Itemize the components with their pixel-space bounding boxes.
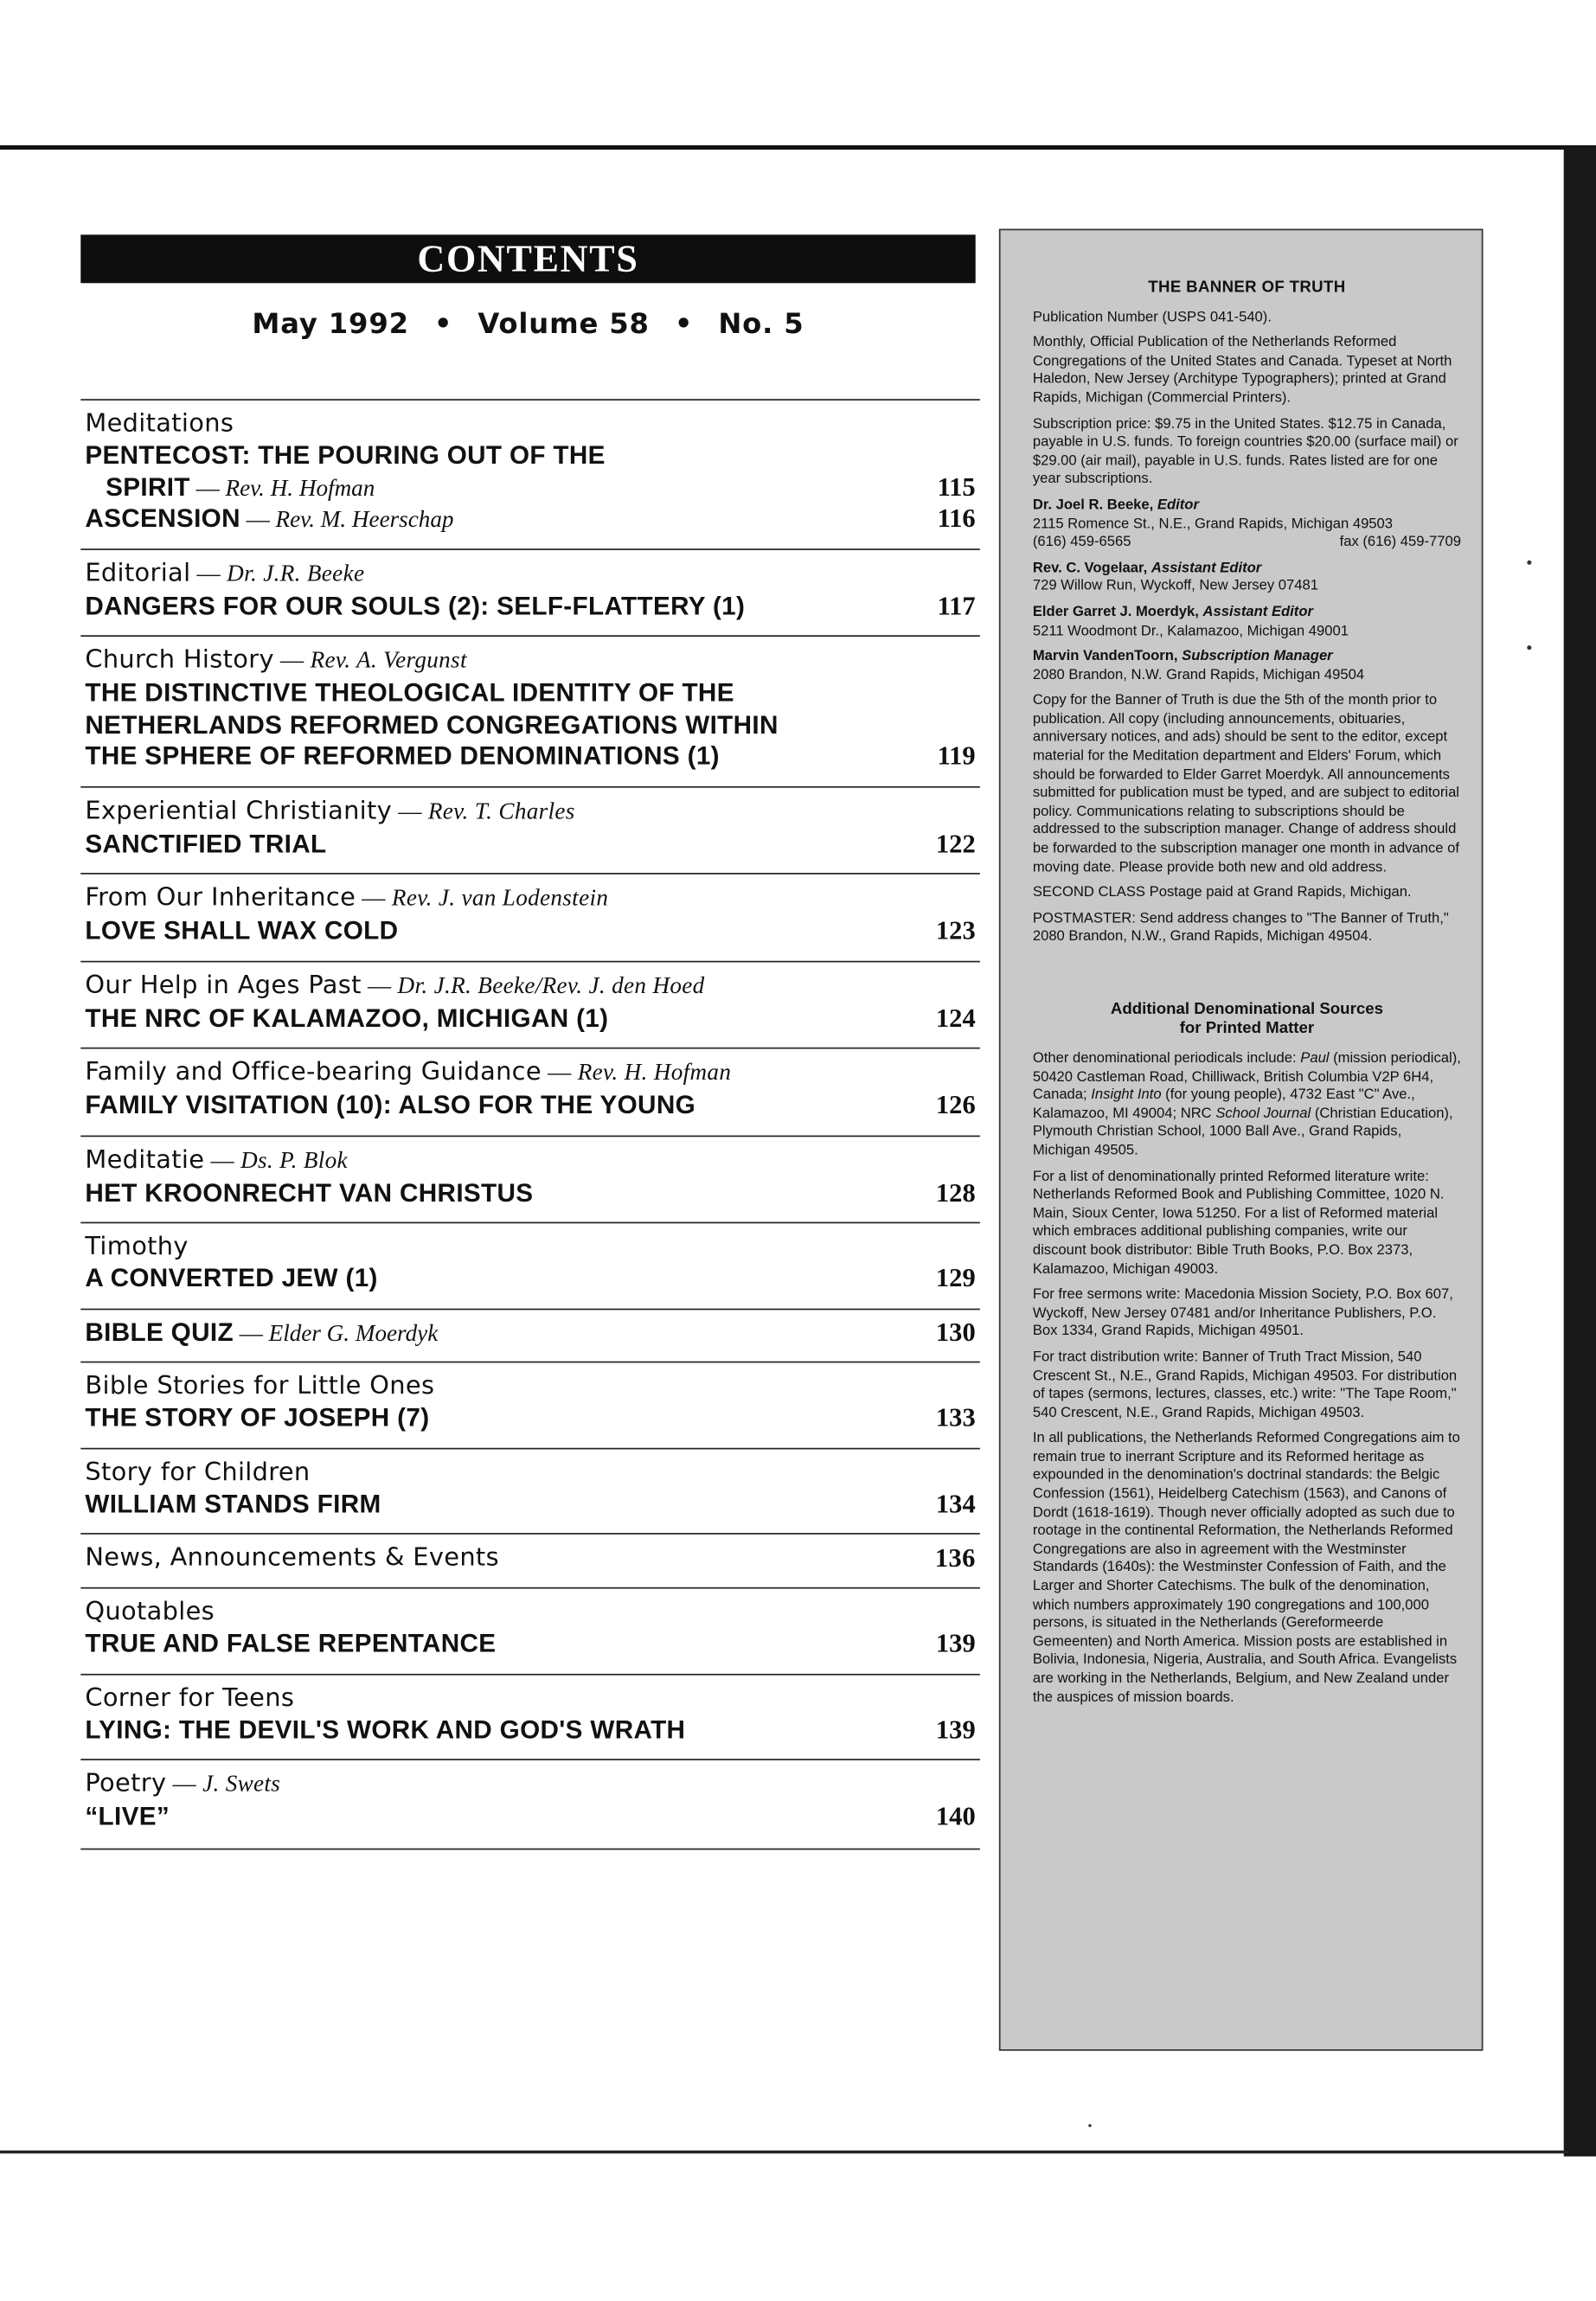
toc-title[interactable]: THE SPHERE OF REFORMED DENOMINATIONS (1) xyxy=(85,740,720,771)
toc-title[interactable]: “LIVE” xyxy=(85,1801,170,1831)
periodicals-info: Other denominational periodicals include: Paul (mission periodical), 50420 Castleman Road, Chilliwack, British Columbia V2P 6H4, Canada; Insight Into (for young people), 4732 East "C" Ave., Kalamazoo, MI 49004; NRC School Journal (Christian Education), Plymouth Christian School, 1000 Ball Ave., Grand Rapids, Michigan 49505. xyxy=(1032,1050,1461,1159)
toc-page-number: 126 xyxy=(935,1089,976,1119)
toc-entry-family-guidance: Family and Office-bearing Guidance — Rev. H. Hofman FAMILY VISITATION (10): ALSO FOR THE YOUNG 126 xyxy=(80,1048,980,1129)
toc-author: Rev. M. Heerschap xyxy=(275,507,454,533)
toc-title[interactable]: THE DISTINCTIVE THEOLOGICAL IDENTITY OF THE xyxy=(85,677,734,708)
toc-category: Our Help in Ages Past xyxy=(85,970,362,1000)
toc-category: Story for Children xyxy=(85,1457,311,1487)
toc-entry-bible-quiz: BIBLE QUIZ — Elder G. Moerdyk 130 xyxy=(80,1308,980,1356)
toc-page-number: 128 xyxy=(935,1176,976,1207)
bullet-separator: • xyxy=(433,308,453,341)
toc-author: J. Swets xyxy=(202,1772,281,1798)
toc-category: Experiential Christianity xyxy=(85,795,393,825)
toc-page-number: 139 xyxy=(935,1628,976,1658)
copy-notice: Copy for the Banner of Truth is due the 5th of the month prior to publication. All copy (including announcements, obituaries, anniversary notices, and ads) should be sent to the editor, except material for the Meditation department and Elders' Forum, which should be forwarded to Elder Garret Moerdyk. All announcements submitted for publication must be typed, and are subject to editorial policy. Communications relating to subscriptions should be addressed to the subscription manager. Change of address should be forwarded to the subscription manager one month in advance of moving date. Please provide both new and old address. xyxy=(1032,692,1460,875)
toc-title[interactable]: FAMILY VISITATION (10): ALSO FOR THE YOUNG xyxy=(85,1089,696,1119)
toc-category: From Our Inheritance xyxy=(85,882,356,913)
tracts-info: For tract distribution write: Banner of Truth Tract Mission, 540 Crescent St., N.E., Grand Rapids, Michigan 49503. For distribution of tapes (sermons, lectures, classes, etc.) write: "The Tape Room," 540 Crescent, N.E., Grand Rapids, Michigan 49503. xyxy=(1032,1349,1458,1421)
toc-author: Rev. T. Charles xyxy=(427,798,575,824)
toc-author: Rev. H. Hofman xyxy=(225,476,375,502)
toc-title[interactable]: PENTECOST: THE POURING OUT OF THE xyxy=(85,439,606,470)
literature-info: For a list of denominationally printed Reformed literature write: Netherlands Reformed Book and Publishing Committee, 1020 N. Main, Sioux Center, Iowa 51250. For a list of Reformed material which embraces additional publishing companies, write our discount book distributor: Bible Truth Books, P.O. Box 2373, Kalamazoo, Michigan 49003. xyxy=(1032,1168,1445,1278)
toc-category: Timothy xyxy=(85,1232,189,1262)
toc-entry-corner-for-teens xyxy=(80,1673,980,1753)
toc-page-number: 122 xyxy=(935,828,976,858)
toc-title[interactable]: THE NRC OF KALAMAZOO, MICHIGAN (1) xyxy=(85,1003,609,1032)
toc-category[interactable]: News, Announcements & Events xyxy=(85,1542,499,1573)
toc-entry-meditatie: Meditatie — Ds. P. Blok HET KROONRECHT VAN CHRISTUS 128 xyxy=(80,1135,980,1216)
toc-title[interactable]: DANGERS FOR OUR SOULS (2): SELF-FLATTERY (1) xyxy=(85,590,746,620)
masthead-text xyxy=(1033,279,1461,1715)
toc-entry-poetry: Poetry — J. Swets “LIVE” 140 xyxy=(80,1759,980,1849)
toc-page-number: 136 xyxy=(934,1542,976,1573)
scan-speck xyxy=(1527,561,1531,565)
toc-category: Church History xyxy=(85,645,274,676)
toc-entry-story-for-children xyxy=(80,1447,980,1527)
assistant-editor-contact: Rev. C. Vogelaar, Assistant Editor 729 Willow Run, Wyckoff, New Jersey 07481 xyxy=(1032,560,1318,595)
editor-contact: Dr. Joel R. Beeke, Editor 2115 Romence St., N.E., Grand Rapids, Michigan 49503 (616) 459-6565 fax (616) 459-7709 xyxy=(1032,497,1462,551)
postage-notice: SECOND CLASS Postage paid at Grand Rapids, Michigan. xyxy=(1032,884,1412,901)
publication-about: Monthly, Official Publication of the Netherlands Reformed Congregations of the United States and Canada. Typeset at North Haledon, New Jersey (Architype Typographers); printed at Grand Rapids, Michigan (Commercial Printers). xyxy=(1032,334,1452,407)
toc-entry-church-history: Church History — Rev. A. Vergunst THE DISTINCTIVE THEOLOGICAL IDENTITY OF THE NETHERLANDS REFORMED CONGREGATIONS WITHIN THE SPHERE OF REFORMED DENOMINATIONS (1) 119 xyxy=(80,635,980,779)
toc-page-number: 134 xyxy=(935,1488,976,1518)
contents-banner: CONTENTS xyxy=(80,234,975,283)
scan-border-top xyxy=(0,145,1596,150)
issue-line xyxy=(80,308,975,340)
issue-date: May 1992 xyxy=(252,308,409,341)
toc-category: Corner for Teens xyxy=(85,1682,295,1713)
toc-title[interactable]: SPIRIT xyxy=(106,471,190,502)
toc-page-number: 124 xyxy=(935,1003,976,1032)
toc-page-number: 129 xyxy=(935,1263,976,1292)
toc-entry-news xyxy=(80,1533,980,1581)
toc-page-number: 117 xyxy=(937,590,976,620)
toc-page-number: 123 xyxy=(935,915,976,945)
toc-category: Quotables xyxy=(85,1597,215,1627)
toc-title[interactable]: NETHERLANDS REFORMED CONGREGATIONS WITHIN xyxy=(85,708,779,739)
toc-category: Bible Stories for Little Ones xyxy=(85,1371,435,1401)
toc-entry-our-help-in-ages-past: Our Help in Ages Past — Dr. J.R. Beeke/Rev. J. den Hoed THE NRC OF KALAMAZOO, MICHIGAN (1) 124 xyxy=(80,960,980,1042)
publication-number: Publication Number (USPS 041-540). xyxy=(1032,309,1272,325)
sources-heading: Additional Denominational Sources for Printed Matter xyxy=(1110,1000,1383,1037)
toc-entry-from-our-inheritance: From Our Inheritance — Rev. J. van Lodenstein LOVE SHALL WAX COLD 123 xyxy=(80,873,980,954)
toc-title[interactable]: BIBLE QUIZ xyxy=(85,1316,234,1346)
toc-title[interactable]: ASCENSION xyxy=(85,503,240,533)
bullet-separator: • xyxy=(674,308,694,341)
toc-author: Dr. J.R. Beeke/Rev. J. den Hoed xyxy=(397,973,705,998)
toc-page-number: 140 xyxy=(935,1801,976,1831)
subscription-manager-contact: Marvin VandenToorn, Subscription Manager 2080 Brandon, N.W. Grand Rapids, Michigan 49504 xyxy=(1032,648,1365,683)
issue-volume: Volume 58 xyxy=(478,308,650,341)
sermons-info: For free sermons write: Macedonia Mission Society, P.O. Box 607, Wyckoff, New Jersey 07481 and/or Inheritance Publishers, P.O. Box 1334, Grand Rapids, Michigan 49501. xyxy=(1032,1286,1453,1340)
toc-title[interactable]: LOVE SHALL WAX COLD xyxy=(85,915,399,945)
toc-page-number: 133 xyxy=(935,1402,976,1433)
denomination-info: In all publications, the Netherlands Reformed Congregations aim to remain true to inerrant Scripture and its Reformed heritage as expounded in the denomination's doctrinal standards: the Belgic Confession (1561), Heidelberg Catechism (1563), and Canons of Dordt (1618-1619). Though never officially adopted as such due to rootage in the continental Reformation, the Netherlands Reformed Congregations are also in agreement with the Westminster Standards (1640s): the Westminster Confession of Faith, and the Larger and Shorter Catechisms. The bulk of the denomination, which numbers approximately 190 congregations and 100,000 persons, is situated in the Netherlands (Gereformeerde Gemeenten) and North America. Mission posts are established in Bolivia, Indonesia, Nigeria, Australia, and South Africa. Evangelists are working in the Netherlands, Belgium, and New Zealand under the auspices of mission boards. xyxy=(1032,1430,1460,1706)
assistant-editor-contact: Elder Garret J. Moerdyk, Assistant Editor 5211 Woodmont Dr., Kalamazoo, Michigan 49001 xyxy=(1032,604,1349,639)
scan-speck xyxy=(1088,2125,1091,2127)
toc-title[interactable]: TRUE AND FALSE REPENTANCE xyxy=(85,1628,497,1658)
toc-author: Dr. J.R. Beeke xyxy=(227,561,365,586)
toc-page-number: 115 xyxy=(937,471,976,502)
toc-category: Family and Office-bearing Guidance xyxy=(85,1057,542,1087)
toc-category: Editorial xyxy=(85,558,191,588)
toc-category: Meditations xyxy=(85,409,234,439)
toc-entry-quotables xyxy=(80,1587,980,1667)
postmaster-notice: POSTMASTER: Send address changes to "The Banner of Truth," 2080 Brandon, N.W., Grand Rapids, Michigan 49504. xyxy=(1032,910,1449,945)
toc-author: Ds. P. Blok xyxy=(240,1147,348,1173)
toc-entry-editorial: Editorial — Dr. J.R. Beeke DANGERS FOR OUR SOULS (2): SELF-FLATTERY (1) 117 xyxy=(80,548,980,629)
scan-border-bottom xyxy=(0,2150,1570,2153)
toc-category: Poetry xyxy=(85,1769,167,1799)
toc-entry-timothy xyxy=(80,1222,980,1302)
toc-title[interactable]: HET KROONRECHT VAN CHRISTUS xyxy=(85,1176,534,1207)
toc-author: Rev. A. Vergunst xyxy=(310,648,467,674)
toc-entry-meditations: Meditations PENTECOST: THE POURING OUT OF THE SPIRIT — Rev. H. Hofman 115 ASCENSION — Rev. M. Heerschap 116 xyxy=(80,399,980,542)
toc-page-number: 119 xyxy=(937,740,976,771)
toc-author: Elder G. Moerdyk xyxy=(268,1321,439,1346)
toc-entry-bible-stories xyxy=(80,1362,980,1441)
toc-category: Meditatie xyxy=(85,1144,205,1175)
toc-title[interactable]: THE STORY OF JOSEPH (7) xyxy=(85,1402,430,1433)
toc-title[interactable]: WILLIAM STANDS FIRM xyxy=(85,1488,381,1518)
masthead-panel xyxy=(999,229,1484,2051)
scan-speck xyxy=(1527,645,1531,650)
toc-title[interactable]: SANCTIFIED TRIAL xyxy=(85,828,327,858)
toc-entry-experiential-christianity: Experiential Christianity — Rev. T. Charles SANCTIFIED TRIAL 122 xyxy=(80,785,980,867)
masthead-title: THE BANNER OF TRUTH xyxy=(1148,279,1346,297)
toc-page-number: 130 xyxy=(935,1316,976,1346)
toc-title[interactable]: A CONVERTED JEW (1) xyxy=(85,1263,378,1292)
subscription-info: Subscription price: $9.75 in the United States. $12.75 in Canada, payable in U.S. funds. To foreign countries $20.00 (surface mail) or $29.00 (air mail), payable in U.S. funds. Rates listed are for one year subscriptions. xyxy=(1032,415,1458,488)
toc-author: Rev. J. van Lodenstein xyxy=(391,886,609,912)
issue-number: No. 5 xyxy=(718,308,804,341)
toc-title[interactable]: LYING: THE DEVIL'S WORK AND GOD'S WRATH xyxy=(85,1714,686,1744)
toc-author: Rev. H. Hofman xyxy=(577,1061,732,1086)
toc-page-number: 116 xyxy=(937,503,976,533)
toc-page-number: 139 xyxy=(935,1714,976,1744)
table-of-contents xyxy=(80,399,980,1849)
scan-border-right xyxy=(1564,147,1596,2157)
